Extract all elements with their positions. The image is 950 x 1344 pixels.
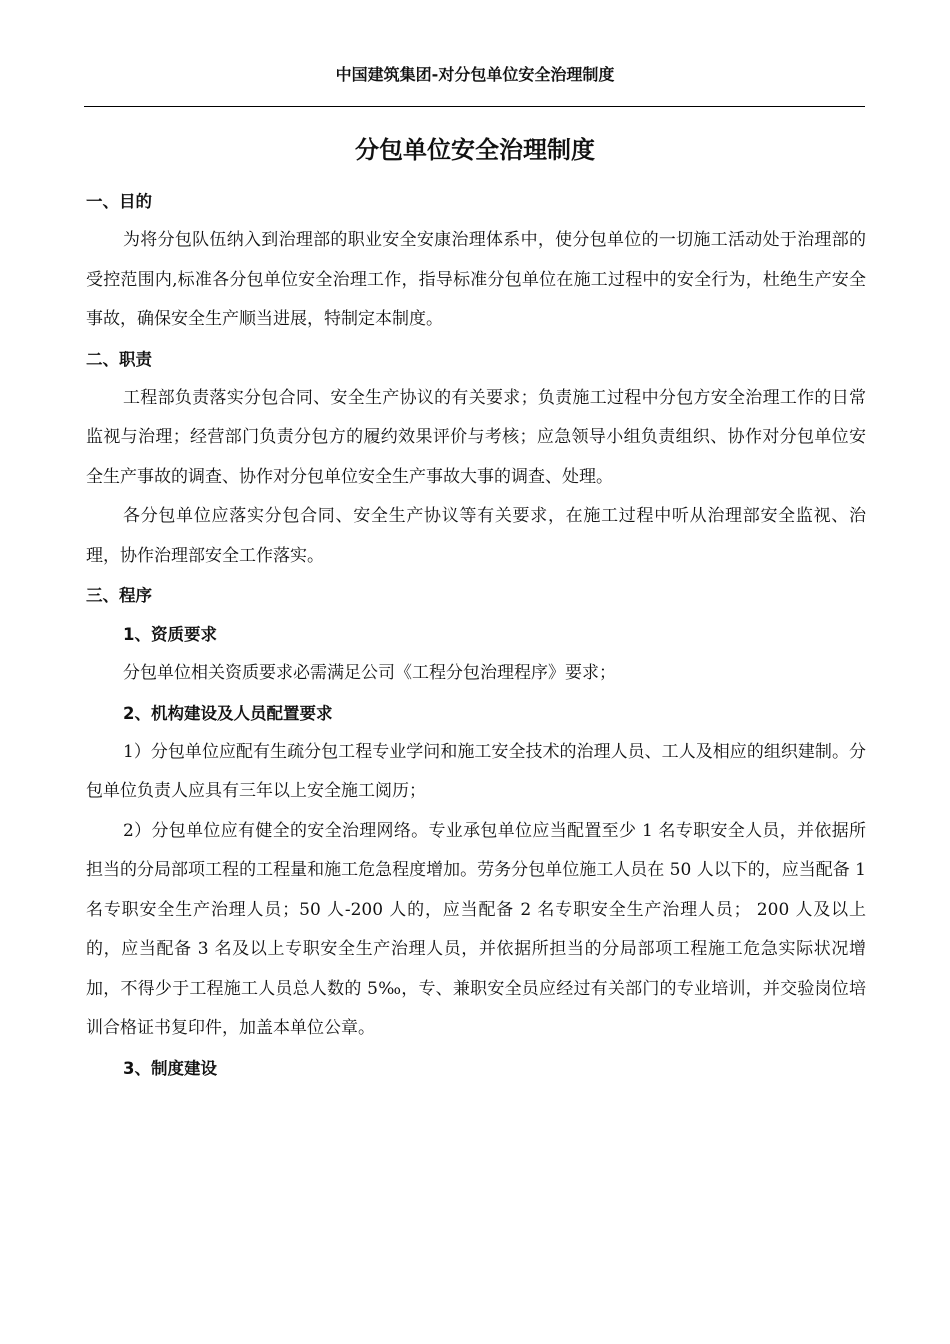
- section-heading-procedure: 三、程序: [86, 586, 152, 605]
- section-heading-purpose: 一、目的: [86, 192, 152, 211]
- header-divider: [84, 106, 865, 107]
- paragraph-responsibilities-2: 各分包单位应落实分包合同、安全生产协议等有关要求，在施工过程中听从治理部安全监视、治理，协作治理部安全工作落实。: [86, 506, 866, 566]
- subsection-heading-qualification: 1、资质要求: [123, 625, 217, 644]
- paragraph-organization-2: 2）分包单位应有健全的安全治理网络。专业承包单位应当配置至少 1 名专职安全人员，并依据所担当的分局部项工程的工程量和施工危急程度增加。劳务分包单位施工人员在 50 人以下的，应当配备 1 名专职安全生产治理人员；50 人-200 人的，应当配备 2 名专职安全生产治理人员； 200 人及以上的，应当配备 3 名及以上专职安全生产治理人员，并依据所担当的分局部项工程施工危急实际状况增加，不得少于工程施工人员总人数的 5‰，专、兼职安全员应经过有关部门的专业培训，并交验岗位培训合格证书复印件，加盖本单位公章。: [86, 820, 866, 1038]
- paragraph-qualification: 分包单位相关资质要求必需满足公司《工程分包治理程序》要求；: [123, 663, 616, 683]
- paragraph-responsibilities-1: 工程部负责落实分包合同、安全生产协议的有关要求；负责施工过程中分包方安全治理工作的日常监视与治理；经营部门负责分包方的履约效果评价与考核；应急领导小组负责组织、协作对分包单位安全生产事故的调查、协作对分包单位安全生产事故大事的调查、处理。: [86, 387, 866, 487]
- document-title: 分包单位安全治理制度: [355, 136, 595, 164]
- subsection-heading-system-building: 3、制度建设: [123, 1058, 217, 1078]
- subsection-heading-organization: 2、机构建设及人员配置要求: [123, 703, 333, 723]
- paragraph-purpose: 为将分包队伍纳入到治理部的职业安全安康治理体系中，使分包单位的一切施工活动处于治理部的受控范围内,标准各分包单位安全治理工作，指导标准分包单位在施工过程中的安全行为，杜绝生产安全事故，确保安全生产顺当进展，特制定本制度。: [86, 230, 866, 329]
- section-heading-responsibilities: 二、职责: [86, 349, 152, 369]
- paragraph-organization-1: 1）分包单位应配有生疏分包工程专业学问和施工安全技术的治理人员、工人及相应的组织建制。分包单位负责人应具有三年以上安全施工阅历；: [86, 741, 866, 801]
- page-header: 中国建筑集团-对分包单位安全治理制度: [335, 65, 615, 84]
- document-body: [86, 182, 866, 1088]
